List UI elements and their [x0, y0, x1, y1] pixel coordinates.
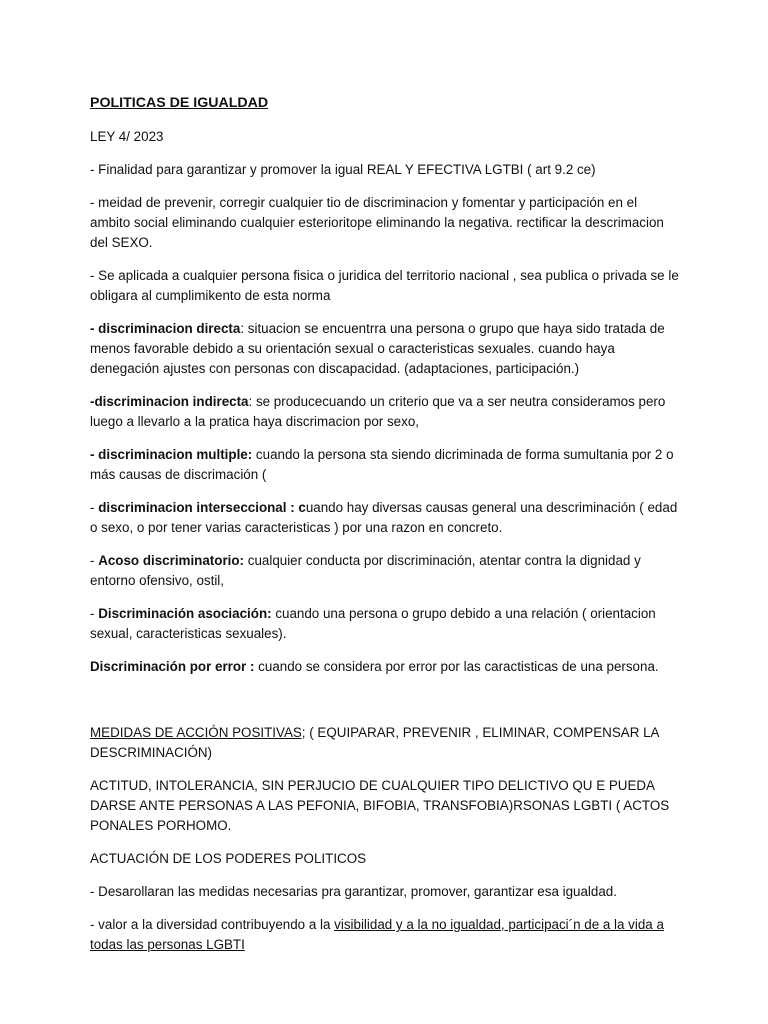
medidas-accion-positivas-list: ( EQUIPARAR, PREVENIR , ELIMINAR, COMPENSAR LA DESCRIMINACIÓN)	[90, 725, 659, 760]
definition-discriminacion-multiple: cuando la persona sta siendo dicriminada de forma sumultania por 2 o más causas de discrimación (	[90, 447, 674, 482]
term-discriminacion-indirecta: -discriminacion indirecta	[90, 394, 249, 409]
paragraph-discriminacion-interseccional	[90, 498, 680, 538]
term-acoso-discriminatorio: Acoso discriminatorio:	[98, 553, 245, 568]
document-page	[90, 93, 680, 968]
definition-discriminacion-indirecta: : se producecuando un criterio que va a ser neutra consideramos pero luego a llevarlo a la pratica haya discrimacion por sexo,	[90, 394, 666, 429]
paragraph-discriminacion-directa	[90, 319, 680, 379]
paragraph-actitud-intolerancia: ACTITUD, INTOLERANCIA, SIN PERJUCIO DE CUALQUIER TIPO DELICTIVO QU E PUEDA DARSE ANTE PERSONAS A LAS PEFONIA, BIFOBIA, TRANSFOBIA)RSONAS LGBTI ( ACTOS PONALES PORHOMO.	[90, 778, 670, 833]
term-discriminacion-asociacion: Discriminación asociación:	[98, 606, 272, 621]
paragraph-discriminacion-indirecta	[90, 392, 680, 432]
paragraph-discriminacion-multiple	[90, 445, 680, 485]
definition-discriminacion-directa: : situacion se encuentrra una persona o grupo que haya sido tratada de menos favorable debido a su orientación sexual o caracteristicas sexuales. cuando haya denegación ajustes con personas con discapacidad. (adaptaciones, participación.)	[90, 321, 665, 376]
law-reference: LEY 4/ 2023	[90, 129, 164, 144]
term-discriminacion-multiple: - discriminacion multiple:	[90, 447, 253, 462]
definition-discriminacion-interseccional: uando hay diversas causas general una descriminación ( edad o sexo, o por tener varias caracteristicas ) por una razon en concreto.	[90, 500, 678, 535]
section-spacer	[90, 690, 680, 723]
definition-discriminacion-error: cuando se considera por error por las caractisticas de una persona.	[254, 659, 659, 674]
term-discriminacion-error: Discriminación por error :	[90, 659, 255, 674]
paragraph-finalidad: - Finalidad para garantizar y promover la igual REAL Y EFECTIVA LGTBI ( art 9.2 ce)	[90, 162, 596, 177]
definition-discriminacion-asociacion: cuando una persona o grupo debido a una relación ( orientacion sexual, caracteristicas sexuales).	[90, 606, 656, 641]
term-discriminacion-interseccional: discriminacion interseccional : c	[98, 500, 306, 515]
paragraph-medidas-prevenir: - meidad de prevenir, corregir cualquier tio de discriminacion y fomentar y participación en el ambito social eliminando cualquier esterioritope eliminando la negativa. rectificar la descrimacion del SEXO.	[90, 195, 664, 250]
definition-acoso-discriminatorio: cualquier conducta por discriminación, atentar contra la dignidad y entorno ofensivo, ostil,	[90, 553, 641, 588]
heading-medidas-accion-positivas: MEDIDAS DE ACCIÓN POSITIVAS;	[90, 725, 306, 740]
bullet-prefix: -	[90, 606, 99, 621]
heading-actuacion-poderes: ACTUACIÓN DE LOS PODERES POLITICOS	[90, 851, 367, 866]
paragraph-aplicacion: - Se aplicada a cualquier persona fisica o juridica del territorio nacional , sea publica o privada se le obligara al cumplimikento de esta norma	[90, 268, 679, 303]
paragraph-valor-diversidad	[90, 915, 680, 955]
bullet-prefix: -	[90, 553, 99, 568]
bullet-prefix: -	[90, 500, 99, 515]
paragraph-discriminacion-asociacion	[90, 604, 680, 644]
paragraph-discriminacion-error	[90, 657, 680, 677]
paragraph-desarollaran: - Desarollaran las medidas necesarias pra garantizar, promover, garantizar esa igualdad.	[90, 884, 617, 899]
paragraph-medidas-accion-positivas	[90, 723, 680, 763]
valor-diversidad-underlined: visibilidad y a la no igualdad, participaci´n de a la vida a todas las personas LGBTI	[90, 917, 664, 952]
paragraph-acoso-discriminatorio	[90, 551, 680, 591]
document-title: POLITICAS DE IGUALDAD	[90, 95, 269, 111]
term-discriminacion-directa: - discriminacion directa	[90, 321, 241, 336]
valor-diversidad-text: - valor a la diversidad contribuyendo a la	[90, 917, 335, 932]
